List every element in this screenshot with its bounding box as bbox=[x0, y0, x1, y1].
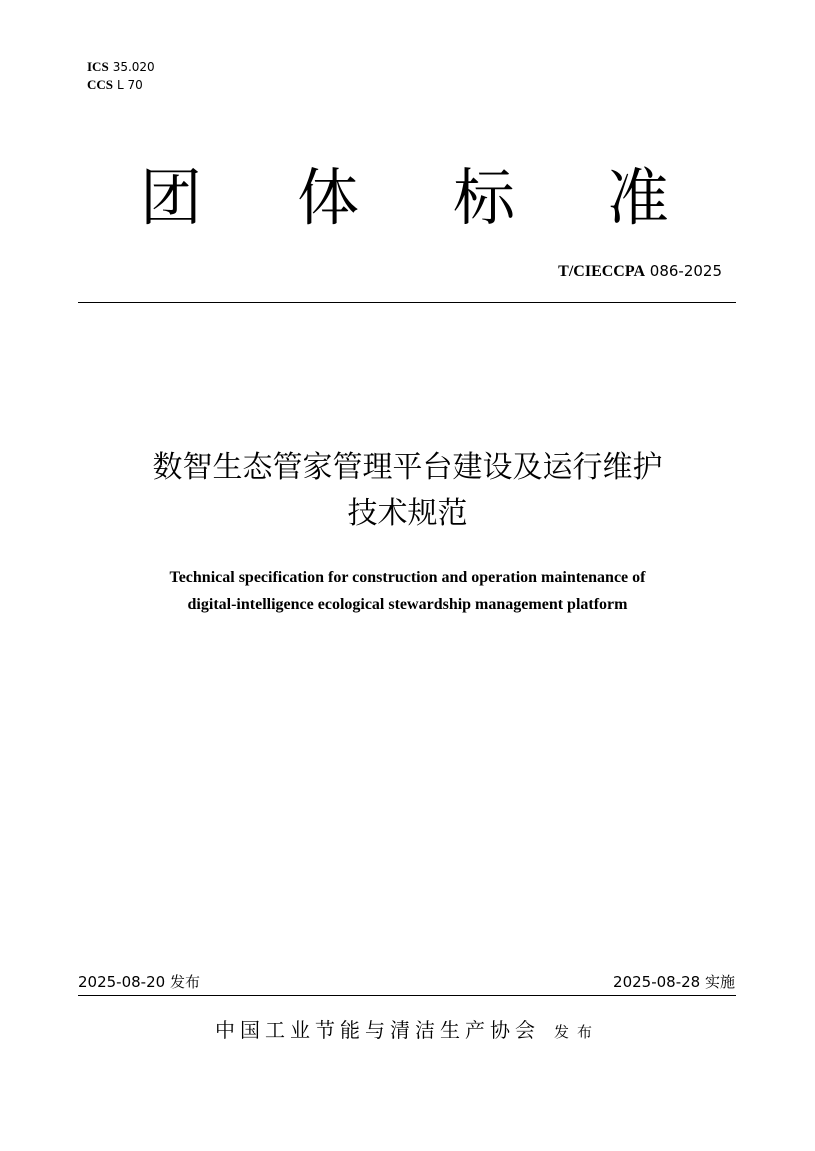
title-en-line-2: digital-intelligence ecological stewardship management platform bbox=[187, 596, 628, 613]
header-divider bbox=[78, 302, 736, 303]
issuer-name: 中国工业节能与清洁生产协会 bbox=[214, 1018, 540, 1042]
ccs-value: L 70 bbox=[117, 78, 143, 92]
title-cn-line-2: 技术规范 bbox=[347, 496, 468, 531]
publish-date: 2025-08-20 发布 bbox=[78, 973, 200, 991]
standard-type-char-3: 标 bbox=[452, 161, 515, 234]
standard-number-prefix: T/CIECCPA bbox=[558, 263, 645, 280]
title-cn-line-1: 数智生态管家管理平台建设及运行维护 bbox=[152, 450, 663, 485]
ccs-code bbox=[87, 76, 155, 94]
standard-type-heading bbox=[0, 162, 815, 234]
standard-type-char-1: 团 bbox=[139, 161, 202, 234]
issuer-line bbox=[0, 1014, 815, 1043]
standard-number bbox=[558, 262, 722, 281]
ccs-label: CCS bbox=[87, 77, 114, 92]
implement-date: 2025-08-28 实施 bbox=[613, 973, 735, 991]
issuer-action: 发布 bbox=[553, 1023, 600, 1041]
ics-label: ICS bbox=[87, 59, 109, 74]
title-en-line-1: Technical specification for construction and operation maintenance of bbox=[169, 569, 646, 586]
ics-code bbox=[87, 58, 155, 76]
standard-number-value: 086-2025 bbox=[649, 262, 722, 280]
footer-divider bbox=[78, 995, 736, 996]
classification-codes bbox=[87, 58, 155, 94]
standard-type-char-2: 体 bbox=[296, 161, 359, 234]
ics-value: 35.020 bbox=[112, 60, 155, 74]
standard-type-char-4: 准 bbox=[606, 161, 669, 234]
